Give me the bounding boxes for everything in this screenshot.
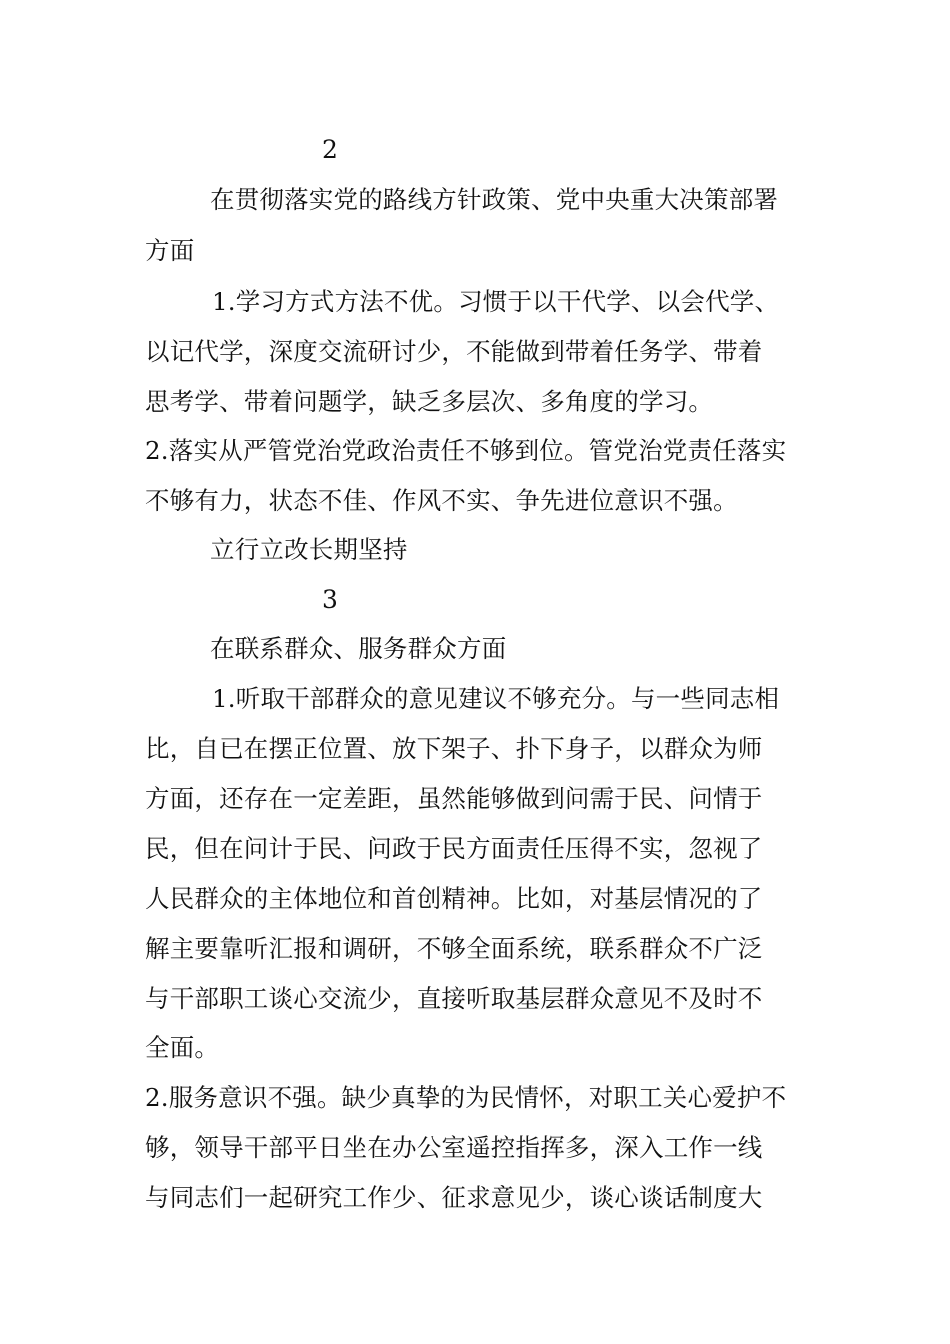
paragraph-line: 人民群众的主体地位和首创精神。比如，对基层情况的了 [145,884,763,913]
paragraph-line: 方面，还存在一定差距，虽然能够做到问需于民、问情于 [145,784,763,813]
paragraph-line: 与干部职工谈心交流少，直接听取基层群众意见不及时不 [145,984,763,1013]
paragraph-line: 1.听取干部群众的意见建议不够充分。与一些同志相 [212,684,780,713]
paragraph-line: 2.服务意识不强。缺少真挚的为民情怀，对职工关心爱护不 [145,1083,787,1112]
slogan: 立行立改长期坚持 [210,535,408,564]
paragraph-line: 1.学习方式方法不优。习惯于以干代学、以会代学、 [212,287,780,316]
section-heading: 方面 [145,236,195,265]
paragraph-line: 与同志们一起研究工作少、征求意见少，谈心谈话制度大 [145,1183,763,1212]
section-number: 3 [322,585,339,614]
paragraph-line: 全面。 [145,1033,220,1062]
paragraph-line: 不够有力，状态不佳、作风不实、争先进位意识不强。 [145,486,738,515]
paragraph-line: 2.落实从严管党治党政治责任不够到位。管党治党责任落实 [145,436,787,465]
paragraph-line: 够，领导干部平日坐在办公室遥控指挥多，深入工作一线 [145,1133,763,1162]
paragraph-line: 民，但在问计于民、问政于民方面责任压得不实，忽视了 [145,834,763,863]
paragraph-line: 比，自已在摆正位置、放下架子、扑下身子，以群众为师 [145,734,763,763]
paragraph-line: 思考学、带着问题学，缺乏多层次、多角度的学习。 [145,387,714,416]
paragraph-line: 以记代学，深度交流研讨少，不能做到带着任务学、带着 [145,337,763,366]
paragraph-line: 解主要靠听汇报和调研，不够全面系统，联系群众不广泛 [145,934,763,963]
section-heading: 在联系群众、服务群众方面 [210,634,507,663]
section-number: 2 [322,135,339,164]
section-heading: 在贯彻落实党的路线方针政策、党中央重大决策部署 [210,185,779,214]
